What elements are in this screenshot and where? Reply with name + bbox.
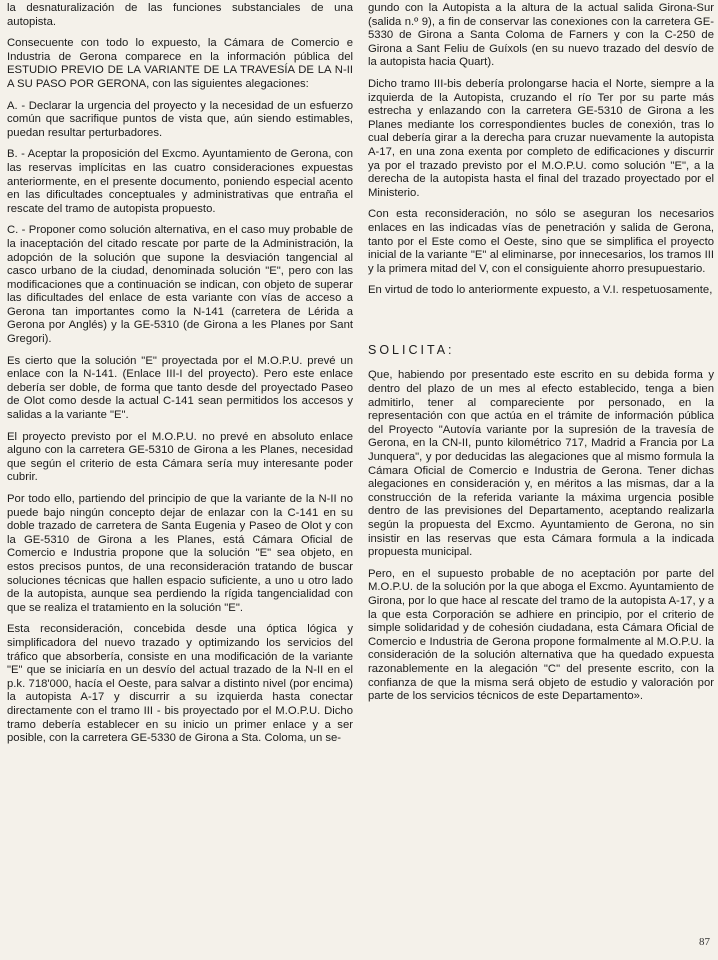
- paragraph: la desnaturalización de las funciones substanciales de una autopista.: [7, 2, 353, 28]
- paragraph: En virtud de todo lo anteriormente expuesto, a V.I. respetuosamente,: [368, 284, 713, 297]
- left-column: [7, 2, 353, 754]
- paragraph: B. - Aceptar la proposición del Excmo. Ayuntamiento de Gerona, con las reservas implícitas en las cuatro consideraciones expuestas anteriormente, en el presente documento, poniendo especial acento en las dificultades conceptuales y administrativas que entraña el rescate del tramo de autopista propuesto.: [7, 148, 353, 215]
- paragraph: Esta reconsideración, concebida desde una óptica lógica y simplificadora del nuevo trazado y optimizando los servicios del tráfico que absorbería, consiste en una modificación de la variante "E" que se iniciaría en un desvío del actual trazado de la N-II en el p.k. 718'000, hacía el Oeste, para salvar a distinto nivel (por encima) la autopista A-17 y discurrir a su izquierda hasta conectar directamente con el tramo III - bis proyectado por el M.O.P.U. Dicho tramo debería establecer en su inicio un primer enlace y a ser posible, con la carretera GE-5330 de Girona a Sta. Coloma, un se-: [7, 623, 353, 745]
- paragraph: Consecuente con todo lo expuesto, la Cámara de Comercio e Industria de Gerona comparece en la información pública del ESTUDIO PREVIO DE LA VARIANTE DE LA TRAVESÍA DE LA N-II A SU PASO POR GERONA, con las siguientes alegaciones:: [7, 37, 353, 90]
- paragraph: Pero, en el supuesto probable de no aceptación por parte del M.O.P.U. de la solución por la que aboga el Excmo. Ayuntamiento de Girona, por lo que hace al rescate del tramo de la autopista A-17, y a la que esta Corporación se adhiere en principio, por el criterio de simple solidaridad y de cohesión ciudadana, esta Cámara Oficial de Comercio e Industria de Gerona propone formalmente al M.O.P.U. la consideración de la solución alternativa que ha quedado expuesta razonablemente en la alegación "C" del presente escrito, con la confianza de que la misma será objeto de estudio y valoración por parte de los servicios técnicos de este Departamento».: [368, 567, 714, 703]
- paragraph: Por todo ello, partiendo del principio de que la variante de la N-II no puede bajo ningún concepto dejar de enlazar con la C-141 en su doble trazado de carretera de Santa Eugenia y Paseo de Olot y con la GE-5310 de Girona a les Planes, está Cámara Oficial de Comercio e Industria propone que la solución "E" sea objeto, en estos precisos puntos, de una reconsideración tratando de buscar soluciones técnicas que hallen espacio suficiente, a uno u otro lado de la autopista, aunque sea perdiendo la rígida tangencialidad con que se realiza el tratamiento en la solución "E".: [7, 493, 353, 614]
- paragraph: C. - Proponer como solución alternativa, en el caso muy probable de la inaceptación del citado rescate por parte de la Administración, la adopción de la solución que supone la desviación tangencial al casco urbano de la ciudad, denominada solución "E", pero con las modificaciones que a continuación se indican, con objeto de superar las dificultades del enlace de esta variante con vías de acceso a Gerona tan importantes como la N-141 (carretera de Lérida a Gerona por Anglés) y la GE-5310 (de Girona a les Planes por Sant Gregori).: [7, 224, 353, 346]
- paragraph: Es cierto que la solución "E" proyectada por el M.O.P.U. prevé un enlace con la N-141. (Enlace III-I del proyecto). Pero este enlace debería ser doble, de forma que tanto desde del proyectado Paseo de Olot como desde la actual C-141 sean permitidos los accesos y salidas a la variante "E".: [7, 354, 353, 422]
- page-number: 87: [699, 936, 710, 948]
- paragraph: A. - Declarar la urgencia del proyecto y la necesidad de un esfuerzo común que sacrifique puntos de vista que, aún siendo estimables, puedan resultar perturbadores.: [7, 99, 353, 139]
- paragraph: Que, habiendo por presentado este escrito en su debida forma y dentro del plazo de un mes al efecto establecido, tenga a bien admitirlo, tener al compareciente por personado, en la representación con que actúa en el trámite de información pública del Proyecto "Autovía variante por la supresión de la travesía de Gerona, en la CN-II, punto kilométrico 717, Madrid a Francia por La Junquera", y por deducidas las alegaciones que al mismo formula la Cámara Oficial de Comercio e Industria de Gerona. Tener dichas alegaciones en consideración y, en méritos a las mismas, dar a la construcción de la referida variante la máxima urgencia posible dentro de las previsiones del Departamento, aceptando realizarla según la propuesta del Excmo. Ayuntamiento de Gerona, no sin insistir en las reservas que esta Cámara formula a la indicada propuesta municipal.: [368, 369, 714, 559]
- solicita-heading: SOLICITA:: [368, 342, 455, 357]
- paragraph: Dicho tramo III-bis debería prolongarse hacia el Norte, siempre a la izquierda de la Autopista, cruzando el río Ter por su parte más estrecha y enlazando con la carretera GE-5310 de Girona a les Planes mediante los correspondientes bucles de conexión, tras lo cual debería girar a la derecha para cruzar nuevamente la autopista A-17, en una zona exenta por completo de edificaciones y discurrir ya por el trazado previsto por el M.O.P.U. como solución "E", a la derecha de la autopista hasta el final del trazado proyectado por el Ministerio.: [368, 77, 714, 199]
- right-column: [368, 2, 714, 712]
- paragraph: El proyecto previsto por el M.O.P.U. no prevé en absoluto enlace alguno con la carretera GE-5310 de Girona a les Planes, necesidad que según el criterio de esta Cámara sería muy interesante poder cubrir.: [7, 430, 353, 484]
- paragraph: Con esta reconsideración, no sólo se aseguran los necesarios enlaces en las indicadas vías de penetración y salida de Gerona, tanto por el Este como el Oeste, sino que se simplifica el proyecto inicial de la variante "E" al eliminarse, por innecesarios, los tramos III y la primera mitad del V, con el consiguiente ahorro presupuestario.: [368, 208, 714, 275]
- paragraph: gundo con la Autopista a la altura de la actual salida Girona-Sur (salida n.º 9), a fin de conservar las conexiones con la carretera GE-5330 de Girona a Santa Coloma de Farners y con la C-250 de Girona a Sant Feliu de Guíxols (en su nuevo trazado del desvío de la autopista hacia Quart).: [368, 2, 714, 69]
